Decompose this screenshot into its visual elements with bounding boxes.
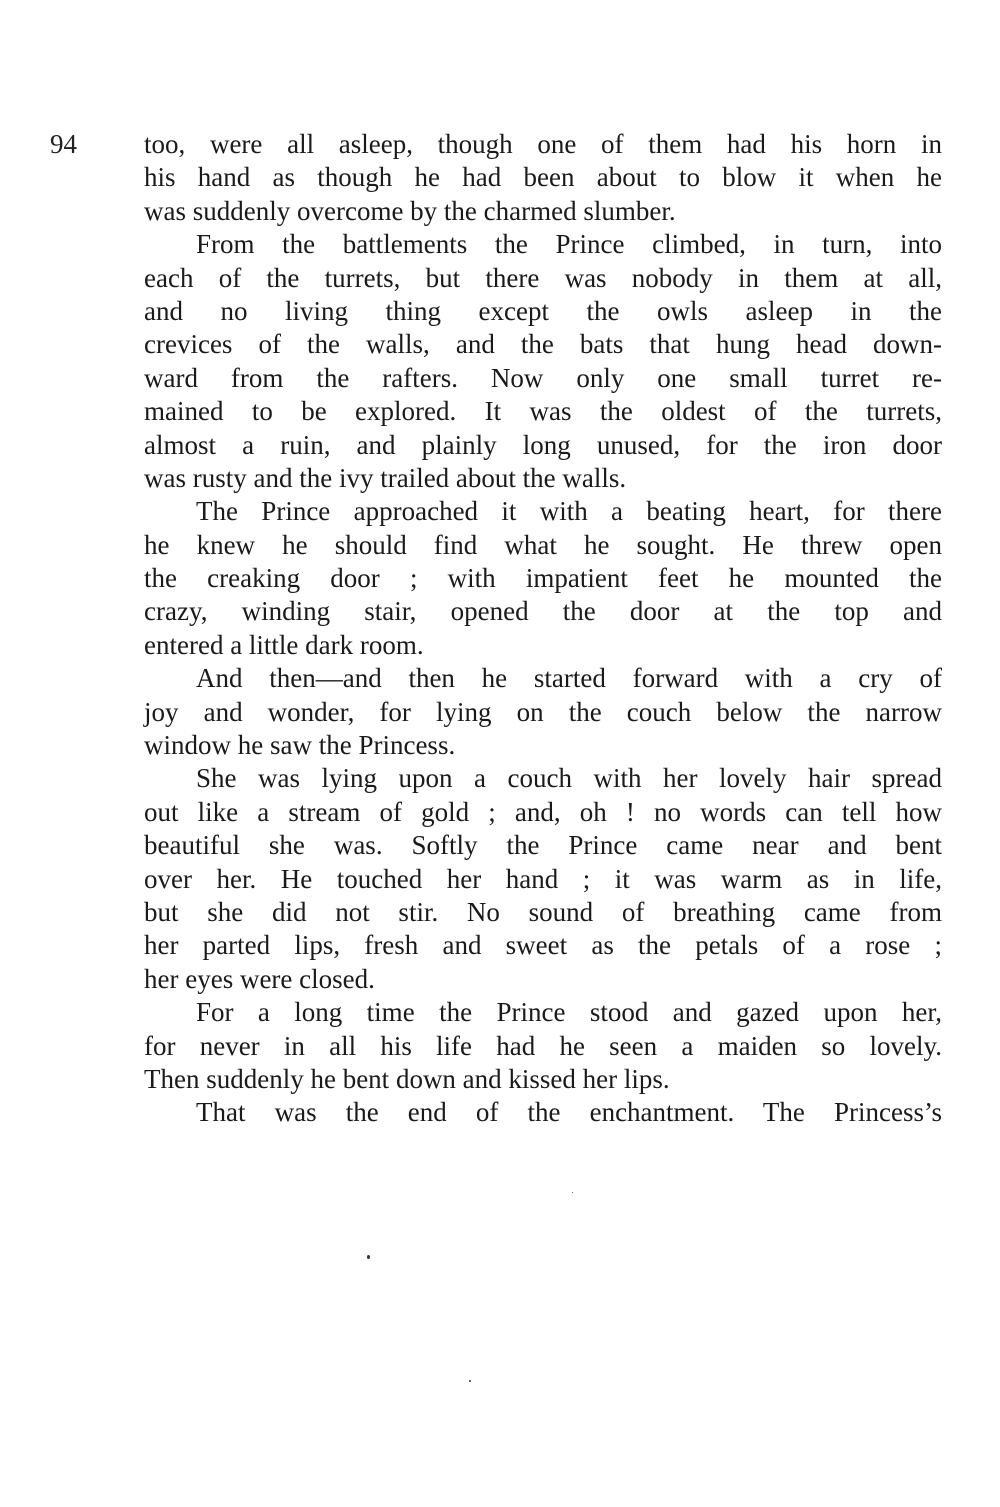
paragraph-start-line: The Prince approached it with a beating heart, for there xyxy=(196,496,942,527)
paragraph-start-line: And then—and then he started forward with a cry of xyxy=(196,663,942,694)
paragraph-start-line: From the battlements the Prince climbed, in turn, into xyxy=(196,229,942,260)
text-line: and no living thing except the owls asleep in the xyxy=(144,295,942,326)
text-line: window he saw the Princess. xyxy=(144,730,456,761)
text-line: crevices of the walls, and the bats that hung head down- xyxy=(144,329,942,360)
text-line: beautiful she was. Softly the Prince came near and bent xyxy=(144,830,942,861)
text-line: too, were all asleep, though one of them had his horn in xyxy=(144,129,942,159)
text-line: each of the turrets, but there was nobody in them at all, xyxy=(144,262,942,293)
paragraph-start-line: That was the end of the enchantment. The Princess’s xyxy=(196,1097,942,1128)
scan-speck xyxy=(367,1255,370,1259)
paragraph-start-line: For a long time the Prince stood and gazed upon her, xyxy=(196,997,942,1028)
text-line: Then suddenly he bent down and kissed her lips. xyxy=(144,1063,670,1094)
text-line: over her. He touched her hand ; it was warm as in life, xyxy=(144,863,942,894)
text-line: joy and wonder, for lying on the couch below the narrow xyxy=(144,696,942,727)
text-line: her eyes were closed. xyxy=(144,963,375,994)
text-line: was suddenly overcome by the charmed slumber. xyxy=(144,195,676,226)
page-number: 94 xyxy=(50,129,77,159)
text-line: his hand as though he had been about to blow it when he xyxy=(144,162,942,193)
scan-speck xyxy=(469,1380,471,1382)
text-line: he knew he should find what he sought. He threw open xyxy=(144,529,942,560)
text-line: but she did not stir. No sound of breathing came from xyxy=(144,896,942,927)
text-line: ward from the rafters. Now only one small turret re- xyxy=(144,362,942,393)
scan-speck xyxy=(572,1192,573,1193)
text-line: mained to be explored. It was the oldest of the turrets, xyxy=(144,396,942,427)
text-line: crazy, winding stair, opened the door at the top and xyxy=(144,596,942,627)
body-text xyxy=(144,128,942,1130)
text-line: for never in all his life had he seen a maiden so lovely. xyxy=(144,1030,942,1061)
text-line: was rusty and the ivy trailed about the walls. xyxy=(144,462,627,493)
text-line: almost a ruin, and plainly long unused, for the iron door xyxy=(144,429,942,460)
text-line: the creaking door ; with impatient feet he mounted the xyxy=(144,563,942,594)
text-line: out like a stream of gold ; and, oh ! no words can tell how xyxy=(144,796,942,827)
paragraph-start-line: She was lying upon a couch with her lovely hair spread xyxy=(196,763,942,794)
text-line: her parted lips, fresh and sweet as the petals of a rose ; xyxy=(144,930,942,961)
text-line: entered a little dark room. xyxy=(144,629,424,660)
